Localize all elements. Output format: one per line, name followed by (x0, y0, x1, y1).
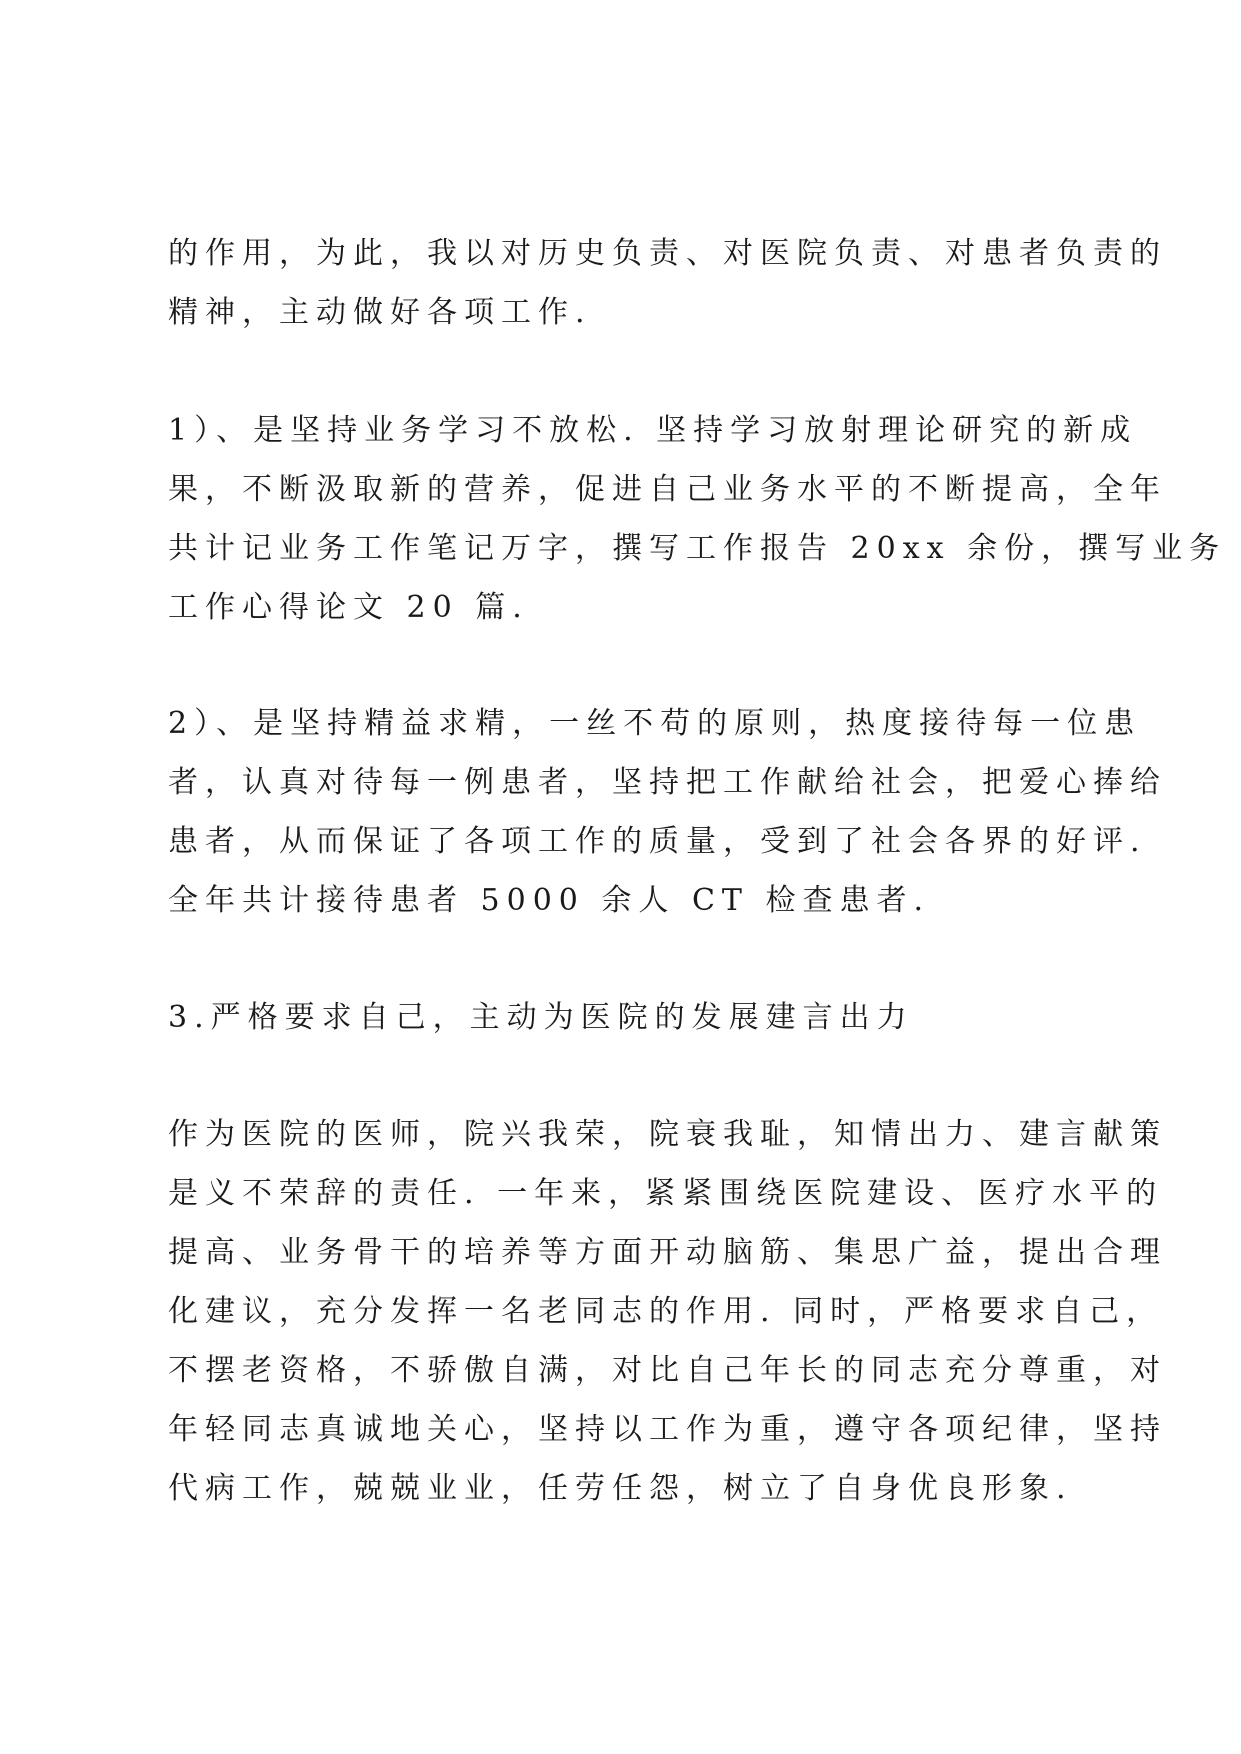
paragraph-2-line-2: 果，不断汲取新的营养，促进自己业务水平的不断提高，全年 (168, 472, 1167, 507)
paragraph-5-line-5: 不摆老资格，不骄傲自满，对比自己年长的同志充分尊重，对 (168, 1353, 1167, 1388)
paragraph-5-line-1: 作为医院的医师，院兴我荣，院衰我耻，知情出力、建言献策 (168, 1117, 1167, 1152)
paragraph-1-line-1: 的作用，为此，我以对历史负责、对医院负责、对患者负责的 (168, 236, 1167, 271)
paragraph-3-line-2: 者，认真对待每一例患者，坚持把工作献给社会，把爱心捧给 (168, 765, 1167, 800)
paragraph-5-line-7: 代病工作，兢兢业业，任劳任怨，树立了自身优良形象. (168, 1471, 1073, 1506)
paragraph-5-line-6: 年轻同志真诚地关心，坚持以工作为重，遵守各项纪律，坚持 (168, 1412, 1167, 1447)
paragraph-1-line-2: 精神，主动做好各项工作. (168, 295, 592, 330)
section-heading-3: 3.严格要求自己，主动为医院的发展建言出力 (168, 1000, 914, 1035)
paragraph-3-line-3: 患者，从而保证了各项工作的质量，受到了社会各界的好评. (168, 824, 1147, 859)
paragraph-5-line-2: 是义不荣辞的责任. 一年来，紧紧围绕医院建设、医疗水平的 (168, 1176, 1164, 1211)
paragraph-2-line-1: 1）、是坚持业务学习不放松. 坚持学习放射理论研究的新成 (168, 413, 1138, 448)
paragraph-3-line-1: 2）、是坚持精益求精，一丝不苟的原则，热度接待每一位患 (168, 706, 1142, 741)
paragraph-5-line-4: 化建议，充分发挥一名老同志的作用. 同时，严格要求自己， (168, 1294, 1164, 1329)
paragraph-2-line-3: 共计记业务工作笔记万字，撰写工作报告 20xx 余份，撰写业务 (168, 531, 1227, 566)
paragraph-5-line-3: 提高、业务骨干的培养等方面开动脑筋、集思广益，提出合理 (168, 1235, 1167, 1270)
paragraph-2-line-4: 工作心得论文 20 篇. (168, 590, 529, 625)
paragraph-3-line-4: 全年共计接待患者 5000 余人 CT 检查患者. (168, 883, 930, 918)
